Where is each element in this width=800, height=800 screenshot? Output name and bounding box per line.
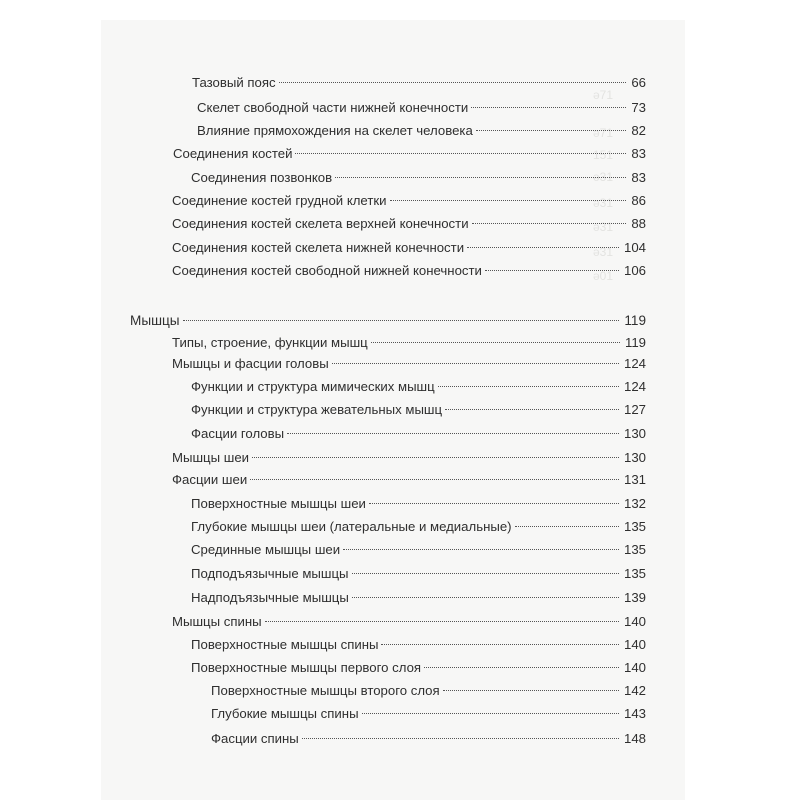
- toc-entry: [130, 310, 646, 332]
- toc-entry-title: Фасции спины: [211, 731, 299, 746]
- toc-entry: [211, 703, 646, 725]
- toc-entry-page-number: 135: [623, 566, 646, 581]
- toc-entry-title: Мышцы спины: [172, 614, 262, 629]
- dot-leader: [335, 177, 626, 178]
- dot-leader: [287, 433, 619, 434]
- toc-entry-page-number: 131: [623, 472, 646, 487]
- toc-entry-page-number: 140: [623, 614, 646, 629]
- toc-entry-page-number: 104: [623, 240, 646, 255]
- toc-entry-page-number: 88: [631, 216, 646, 231]
- toc-entry-page-number: 143: [623, 706, 646, 721]
- toc-entry: [191, 634, 646, 656]
- toc-entry-page-number: 148: [623, 731, 646, 746]
- toc-entry-title: Поверхностные мышцы первого слоя: [191, 660, 422, 675]
- show-through-text: ǝ01: [593, 269, 614, 283]
- toc-entry: [173, 143, 646, 165]
- toc-entry-title: Соединения костей скелета верхней конечности: [172, 216, 469, 231]
- dot-leader: [371, 342, 620, 343]
- toc-entry-page-number: 73: [631, 100, 646, 115]
- toc-entry-title: Поверхностные мышцы шеи: [191, 496, 366, 511]
- dot-leader: [485, 270, 619, 271]
- toc-entry-page-number: 86: [631, 193, 646, 208]
- toc-entry-title: Срединные мышцы шеи: [191, 542, 341, 557]
- toc-entry-page-number: 130: [623, 450, 646, 465]
- show-through-text: ǝ31: [593, 170, 614, 184]
- show-through-text: ǝ71: [593, 126, 614, 140]
- toc-entry: [191, 657, 646, 679]
- dot-leader: [424, 667, 619, 668]
- toc-entry: [172, 353, 646, 375]
- toc-entry-title: Надподъязычные мышцы: [191, 590, 349, 605]
- show-through-text: ǝ31: [593, 196, 614, 210]
- toc-entry: [191, 423, 646, 445]
- dot-leader: [362, 713, 619, 714]
- toc-entry: [191, 563, 646, 585]
- toc-entry-page-number: 66: [631, 75, 646, 90]
- toc-entry: [191, 167, 646, 189]
- toc-entry-title: Подподъязычные мышцы: [191, 566, 349, 581]
- toc-entry: [172, 447, 646, 469]
- toc-entry-title: Влияние прямохождения на скелет человека: [197, 123, 473, 138]
- dot-leader: [438, 386, 619, 387]
- show-through-text: ǝ71: [593, 88, 614, 102]
- toc-entry-title: Поверхностные мышцы второго слоя: [211, 683, 440, 698]
- toc-entry: [211, 728, 646, 750]
- toc-entry-title: Поверхностные мышцы спины: [191, 637, 379, 652]
- toc-entry-page-number: 82: [631, 123, 646, 138]
- dot-leader: [445, 409, 619, 410]
- toc-entry: [172, 611, 646, 633]
- toc-entry: [172, 213, 646, 235]
- dot-leader: [279, 82, 627, 83]
- dot-leader: [369, 503, 619, 504]
- toc-entry: [192, 72, 646, 94]
- dot-leader: [265, 621, 619, 622]
- toc-entry-title: Скелет свободной части нижней конечности: [197, 100, 469, 115]
- toc-entry-title: Типы, строение, функции мышц: [172, 335, 368, 350]
- dot-leader: [515, 526, 619, 527]
- toc-entry-page-number: 140: [623, 660, 646, 675]
- toc-entry-title: Функции и структура мимических мышц: [191, 379, 435, 394]
- toc-entry-title: Мышцы: [130, 313, 180, 328]
- dot-leader: [476, 130, 627, 131]
- dot-leader: [343, 549, 619, 550]
- toc-entry: [197, 97, 646, 119]
- toc-entry-title: Фасции головы: [191, 426, 285, 441]
- dot-leader: [352, 597, 619, 598]
- toc-entry: [172, 469, 646, 491]
- toc-entry-page-number: 106: [623, 263, 646, 278]
- toc-entry: [191, 493, 646, 515]
- show-through-text: ǝ31: [593, 245, 614, 259]
- toc-entry: [197, 120, 646, 142]
- toc-entry: [191, 399, 646, 421]
- toc-entry: [172, 237, 646, 259]
- dot-leader: [381, 644, 619, 645]
- toc-entry-page-number: 119: [624, 313, 646, 328]
- toc-entry-page-number: 119: [624, 335, 646, 350]
- dot-leader: [183, 320, 620, 321]
- toc-entry-page-number: 127: [623, 402, 646, 417]
- toc-entry: [172, 332, 646, 354]
- toc-entry: [172, 260, 646, 282]
- toc-entry-title: Фасции шеи: [172, 472, 248, 487]
- dot-leader: [471, 107, 626, 108]
- toc-entry: [191, 376, 646, 398]
- toc-entry: [191, 587, 646, 609]
- toc-entry-page-number: 124: [623, 356, 646, 371]
- dot-leader: [390, 200, 627, 201]
- dot-leader: [472, 223, 627, 224]
- toc-entry-page-number: 135: [623, 519, 646, 534]
- toc-entry-title: Соединения костей: [173, 146, 293, 161]
- toc-entry: [211, 680, 646, 702]
- toc-entry: [191, 539, 646, 561]
- toc-entry-page-number: 135: [623, 542, 646, 557]
- toc-entry-title: Мышцы и фасции головы: [172, 356, 329, 371]
- show-through-text: 151: [593, 148, 614, 162]
- dot-leader: [352, 573, 619, 574]
- toc-entry-page-number: 124: [623, 379, 646, 394]
- toc-entry-title: Соединения позвонков: [191, 170, 333, 185]
- toc-entry-title: Функции и структура жевательных мышц: [191, 402, 443, 417]
- dot-leader: [252, 457, 619, 458]
- toc-entry-page-number: 140: [623, 637, 646, 652]
- toc-entry-page-number: 132: [623, 496, 646, 511]
- toc-entry-title: Глубокие мышцы спины: [211, 706, 359, 721]
- dot-leader: [302, 738, 619, 739]
- toc-entry-title: Мышцы шеи: [172, 450, 250, 465]
- dot-leader: [443, 690, 619, 691]
- toc-entry-page-number: 130: [623, 426, 646, 441]
- toc-entry-title: Тазовый пояс: [192, 75, 276, 90]
- toc-entry-title: Глубокие мышцы шеи (латеральные и медиальные): [191, 519, 512, 534]
- toc-entry-title: Соединения костей свободной нижней конечности: [172, 263, 482, 278]
- toc-entry-page-number: 139: [623, 590, 646, 605]
- toc-entry: [191, 516, 646, 538]
- dot-leader: [250, 479, 619, 480]
- toc-entry-page-number: 83: [631, 170, 646, 185]
- toc-entry: [172, 190, 646, 212]
- show-through-text: ǝ31: [593, 220, 614, 234]
- toc-entry-page-number: 142: [623, 683, 646, 698]
- dot-leader: [295, 153, 626, 154]
- dot-leader: [332, 363, 619, 364]
- dot-leader: [467, 247, 619, 248]
- toc-entry-page-number: 83: [631, 146, 646, 161]
- toc-entry-title: Соединения костей скелета нижней конечности: [172, 240, 465, 255]
- toc-entry-title: Соединение костей грудной клетки: [172, 193, 387, 208]
